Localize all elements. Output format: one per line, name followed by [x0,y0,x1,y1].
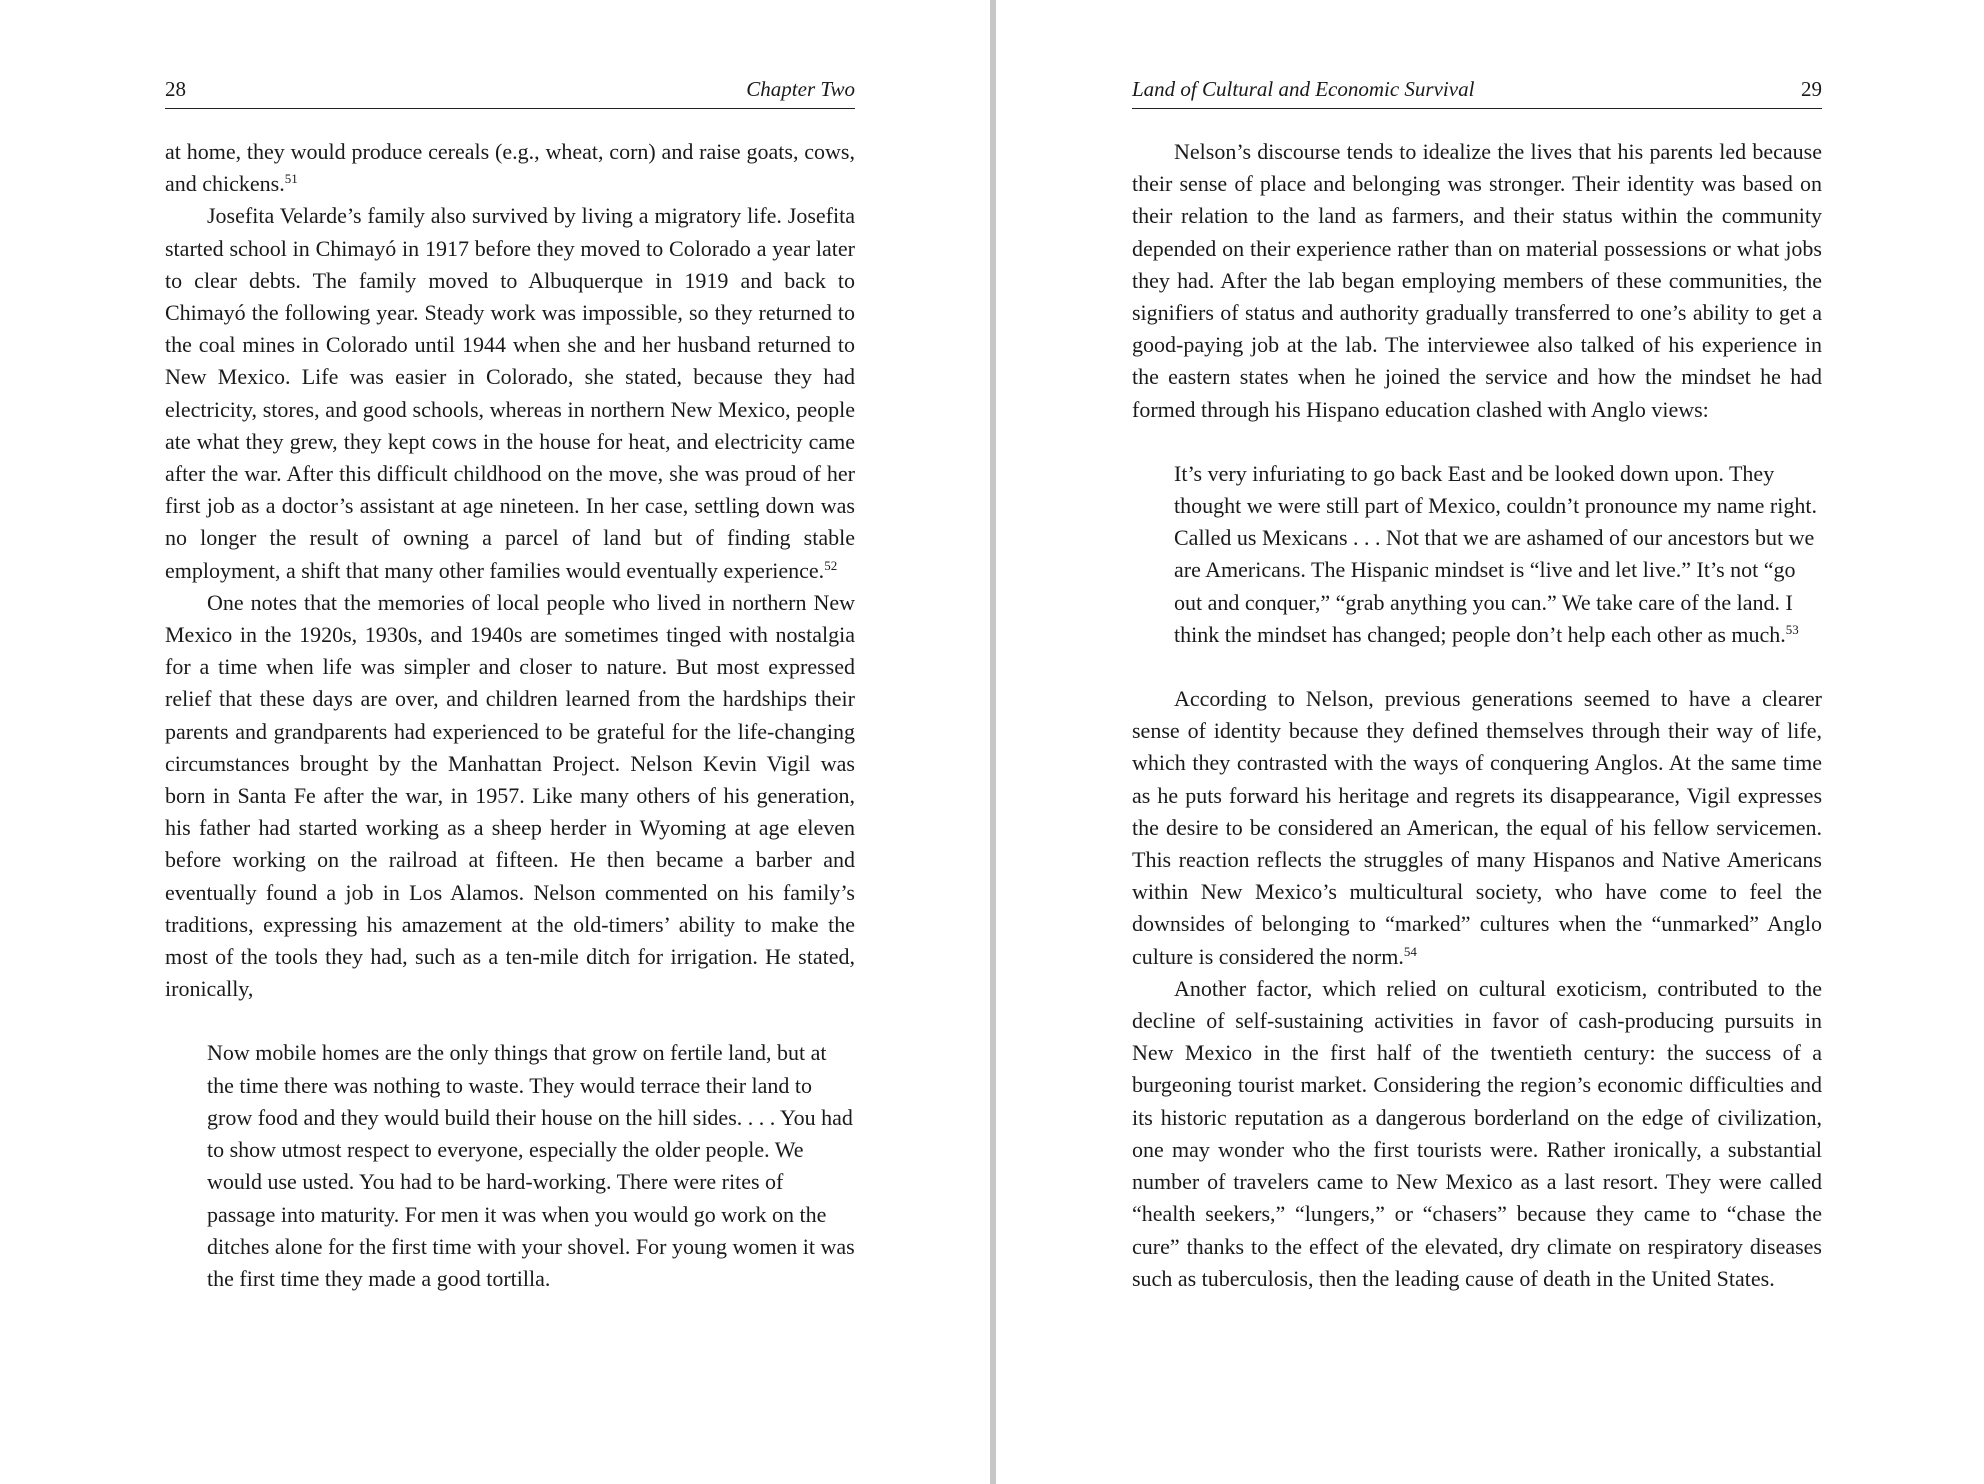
footnote-ref[interactable]: 51 [284,171,298,187]
right-page-number: 29 [1801,77,1822,101]
paragraph: According to Nelson, previous generations seemed to have a clearer sense of identity because they defined themselves through their way of life, which they contrasted with the ways of conquering Anglos. At the same time as he puts forward his heritage and regrets its disappearance, Vigil expresses the desire to be considered an American, the equal of his fellow servicemen. This reaction reflects the struggles of many Hispanos and Native Americans within New Mexico’s multicultural society, who have come to feel the downsides of belonging to “marked” cultures when the “unmarked” Anglo culture is considered the norm.$^{54}$ [1132,686,1822,969]
left-page [0,0,990,1484]
block-quote: Now mobile homes are the only things that grow on fertile land, but at the time there was nothing to waste. They would terrace their land to grow food and they would build their house on the hill sides. . . . You had to show utmost respect to everyone, especially the older people. We would use usted. You had to be hard-working. There were rites of passage into maturity. For men it was when you would go work on the ditches alone for the first time with your shovel. For young women it was the first time they made a good tortilla. [207,1040,855,1291]
right-page [996,0,1984,1484]
left-page-number: 28 [165,77,186,101]
paragraph: Another factor, which relied on cultural exoticism, contributed to the decline of self-sustaining activities in favor of cash-producing pursuits in New Mexico in the first half of the twentieth century: the success of a burgeoning tourist market. Considering the region’s economic difficulties and its historic reputation as a dangerous borderland on the edge of civilization, one may wonder who the first tourists were. Rather ironically, a substantial number of travelers came to New Mexico as a last resort. They were called “health seekers,” “lungers,” or “chasers” because they came to “chase the cure” thanks to the effect of the elevated, dry climate on respiratory diseases such as tuberculosis, then the leading cause of death in the United States. [1132,975,1822,1291]
right-body-text [1132,136,1822,1295]
paragraph: at home, they would produce cereals (e.g., wheat, corn) and raise goats, cows, and chickens.$^{51}$ [165,139,855,197]
paragraph: Nelson’s discourse tends to idealize the lives that his parents led because their sense of place and belonging was stronger. Their identity was based on their relation to the land as farmers, and their status within the community depended on their experience rather than on material possessions or what jobs they had. After the lab began employing members of these communities, the signifiers of status and authority gradually transferred to one’s ability to get a good-paying job at the lab. The interviewee also talked of his experience in the eastern states when he joined the service and how the mindset he had formed through his Hispano education clashed with Anglo views: [1132,139,1822,422]
right-running-title: Land of Cultural and Economic Survival [1132,77,1475,101]
paragraph: One notes that the memories of local people who lived in northern New Mexico in the 1920s, 1930s, and 1940s are sometimes tinged with nostalgia for a time when life was simpler and closer to nature. But most expressed relief that these days are over, and children learned from the hardships their parents and grandparents had experienced to be grateful for the life-changing circumstances brought by the Manhattan Project. Nelson Kevin Vigil was born in Santa Fe after the war, in 1957. Like many others of his generation, his father had started working as a sheep herder in Wyoming at age eleven before working on the railroad at fifteen. He then became a barber and eventually found a job in Los Alamos. Nelson commented on his family’s traditions, expressing his amazement at the old-timers’ ability to make the most of the tools they had, such as a ten-mile ditch for irrigation. He stated, ironically, [165,589,855,1002]
footnote-ref[interactable]: 53 [1785,621,1799,637]
left-running-head [165,74,855,109]
block-quote: It’s very infuriating to go back East and be looked down upon. They thought we were still part of Mexico, couldn’t pronounce my name right. Called us Mexicans . . . Not that we are ashamed of our ancestors but we are Americans. The Hispanic mindset is “live and let live.” It’s not “go out and conquer,” “grab anything you can.” We take care of the land. I think the mindset has changed; people don’t help each other as much.$^{53}$ [1174,460,1817,647]
left-body-text [165,136,855,1327]
footnote-ref[interactable]: 52 [824,557,838,573]
left-running-title: Chapter Two [746,77,855,101]
footnote-ref[interactable]: 54 [1403,943,1417,959]
right-running-head [1132,74,1822,109]
paragraph: Josefita Velarde’s family also survived by living a migratory life. Josefita started school in Chimayó in 1917 before they moved to Colorado a year later to clear debts. The family moved to Albuquerque in 1919 and back to Chimayó the following year. Steady work was impossible, so they returned to the coal mines in Colorado until 1944 when she and her husband returned to New Mexico. Life was easier in Colorado, she stated, because they had electricity, stores, and good schools, whereas in northern New Mexico, people ate what they grew, they kept cows in the house for heat, and electricity came after the war. After this difficult childhood on the move, she was proud of her first job as a doctor’s assistant at age nineteen. In her case, settling down was no longer the result of owning a parcel of land but of finding stable employment, a shift that many other families would eventually experience.$^{52}$ [165,203,855,583]
